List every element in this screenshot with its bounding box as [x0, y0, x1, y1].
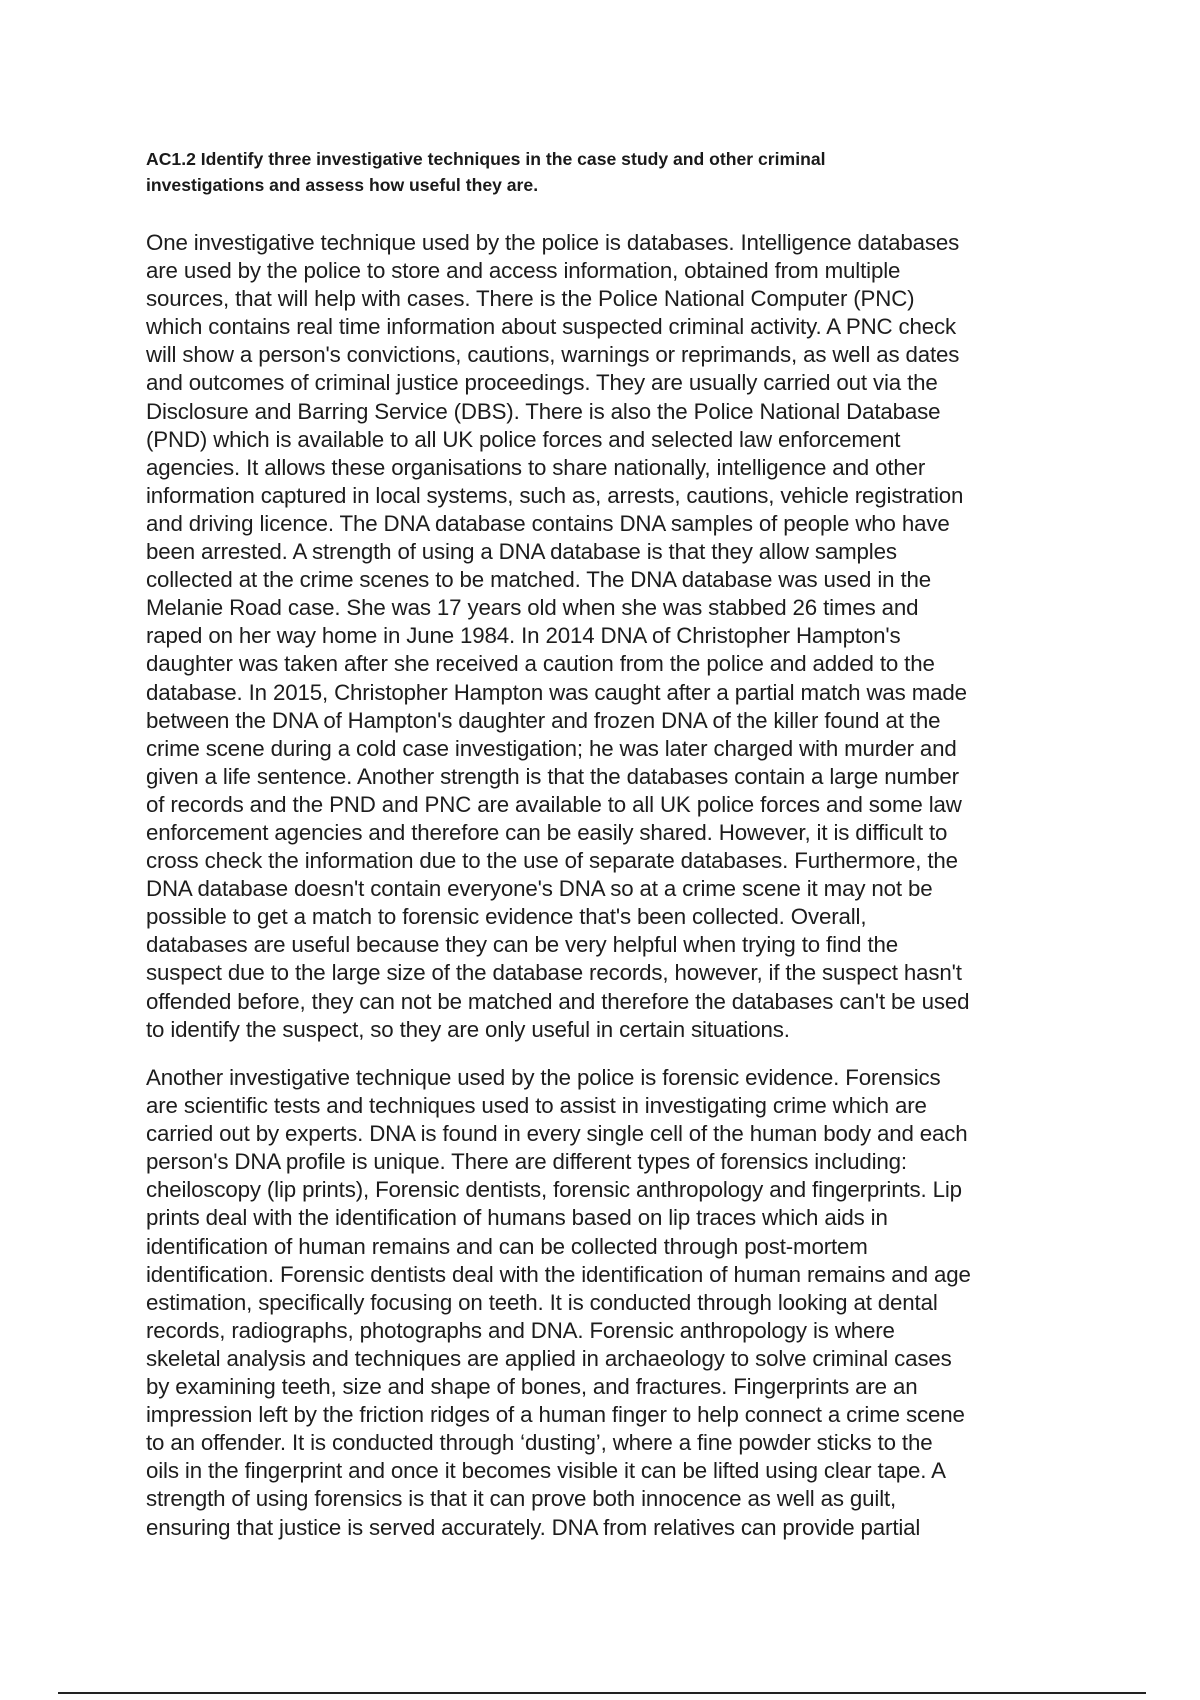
- paragraph-text-line: are used by the police to store and access information, obtained from multiple: [146, 258, 901, 284]
- paragraph-text-line: agencies. It allows these organisations to share nationally, intelligence and other: [146, 454, 926, 480]
- paragraph-text-line: prints deal with the identification of humans based on lip traces which aids in: [146, 1205, 888, 1231]
- paragraph-text-line: to an offender. It is conducted through ‘dusting’, where a fine powder sticks to the: [146, 1430, 933, 1456]
- paragraph-text-line: Melanie Road case. She was 17 years old when she was stabbed 26 times and: [146, 595, 919, 621]
- question-heading: [146, 146, 1066, 198]
- paragraph-text-line: Another investigative technique used by the police is forensic evidence. Forensics: [146, 1065, 941, 1090]
- paragraph-text-line: which contains real time information about suspected criminal activity. A PNC check: [146, 314, 957, 340]
- paragraph-text-line: information captured in local systems, such as, arrests, cautions, vehicle registration: [146, 482, 964, 508]
- paragraph-text-line: identification of human remains and can be collected through post-mortem: [146, 1233, 868, 1259]
- paragraph-text-line: will show a person's convictions, cautions, warnings or reprimands, as well as dates: [146, 342, 960, 368]
- paragraph-text-line: cross check the information due to the use of separate databases. Furthermore, the: [146, 848, 958, 874]
- paragraph-text-line: suspect due to the large size of the database records, however, if the suspect hasn't: [146, 960, 962, 986]
- paragraph-text-line: estimation, specifically focusing on teeth. It is conducted through looking at dental: [146, 1289, 938, 1315]
- paragraph-text-line: One investigative technique used by the police is databases. Intelligence databases: [146, 230, 960, 255]
- paragraph-text-line: databases are useful because they can be very helpful when trying to find the: [146, 932, 898, 958]
- paragraph-text-line: oils in the fingerprint and once it becomes visible it can be lifted using clear tape. A: [146, 1458, 946, 1484]
- paragraph-text-line: cheiloscopy (lip prints), Forensic dentists, forensic anthropology and fingerprints. Lip: [146, 1177, 962, 1203]
- paragraph-text-line: to identify the suspect, so they are only useful in certain situations.: [146, 1016, 790, 1042]
- paragraph-text-line: skeletal analysis and techniques are applied in archaeology to solve criminal cases: [146, 1345, 952, 1371]
- heading-line: AC1.2 Identify three investigative techniques in the case study and other criminal: [146, 149, 826, 169]
- paragraph-text-line: crime scene during a cold case investigation; he was later charged with murder and: [146, 735, 957, 761]
- paragraph-text-line: database. In 2015, Christopher Hampton was caught after a partial match was made: [146, 679, 967, 705]
- paragraph-text-line: (PND) which is available to all UK police forces and selected law enforcement: [146, 426, 901, 452]
- heading-line: investigations and assess how useful they are.: [146, 175, 539, 195]
- paragraph-text-line: and outcomes of criminal justice proceedings. They are usually carried out via the: [146, 370, 938, 396]
- paragraph-text-line: given a life sentence. Another strength is that the databases contain a large number: [146, 763, 959, 789]
- paragraph-text-line: ensuring that justice is served accurately. DNA from relatives can provide partial: [146, 1514, 921, 1540]
- paragraph-databases: [146, 229, 1076, 1044]
- paragraph-text-line: raped on her way home in June 1984. In 2014 DNA of Christopher Hampton's: [146, 623, 901, 649]
- paragraph-text-line: records, radiographs, photographs and DNA. Forensic anthropology is where: [146, 1317, 895, 1343]
- paragraph-text-line: of records and the PND and PNC are available to all UK police forces and some law: [146, 791, 962, 817]
- paragraph-text-line: impression left by the friction ridges of a human finger to help connect a crime scene: [146, 1402, 965, 1428]
- paragraph-text-line: identification. Forensic dentists deal with the identification of human remains and age: [146, 1261, 971, 1287]
- paragraph-text-line: been arrested. A strength of using a DNA database is that they allow samples: [146, 539, 897, 565]
- paragraph-text-line: DNA database doesn't contain everyone's DNA so at a crime scene it may not be: [146, 876, 933, 902]
- paragraph-text-line: person's DNA profile is unique. There are different types of forensics including:: [146, 1149, 907, 1175]
- paragraph-text-line: offended before, they can not be matched and therefore the databases can't be used: [146, 988, 970, 1014]
- paragraph-text-line: sources, that will help with cases. There is the Police National Computer (PNC): [146, 286, 915, 312]
- paragraph-text-line: enforcement agencies and therefore can be easily shared. However, it is difficult to: [146, 819, 948, 845]
- paragraph-text-line: possible to get a match to forensic evidence that's been collected. Overall,: [146, 904, 867, 930]
- paragraph-text-line: Disclosure and Barring Service (DBS). There is also the Police National Database: [146, 398, 941, 424]
- paragraph-text-line: collected at the crime scenes to be matched. The DNA database was used in the: [146, 567, 931, 593]
- paragraph-text-line: strength of using forensics is that it can prove both innocence as well as guilt,: [146, 1486, 897, 1512]
- paragraph-text-line: are scientific tests and techniques used to assist in investigating crime which are: [146, 1093, 927, 1119]
- paragraph-text-line: and driving licence. The DNA database contains DNA samples of people who have: [146, 510, 950, 536]
- paragraph-text-line: daughter was taken after she received a caution from the police and added to the: [146, 651, 935, 677]
- paragraph-text-line: carried out by experts. DNA is found in every single cell of the human body and each: [146, 1121, 968, 1147]
- paragraph-text-line: between the DNA of Hampton's daughter and frozen DNA of the killer found at the: [146, 707, 941, 733]
- paragraph-text-line: by examining teeth, size and shape of bones, and fractures. Fingerprints are an: [146, 1374, 918, 1400]
- paragraph-forensic-evidence: [146, 1064, 1076, 1542]
- page-bottom-rule: [58, 1692, 1146, 1694]
